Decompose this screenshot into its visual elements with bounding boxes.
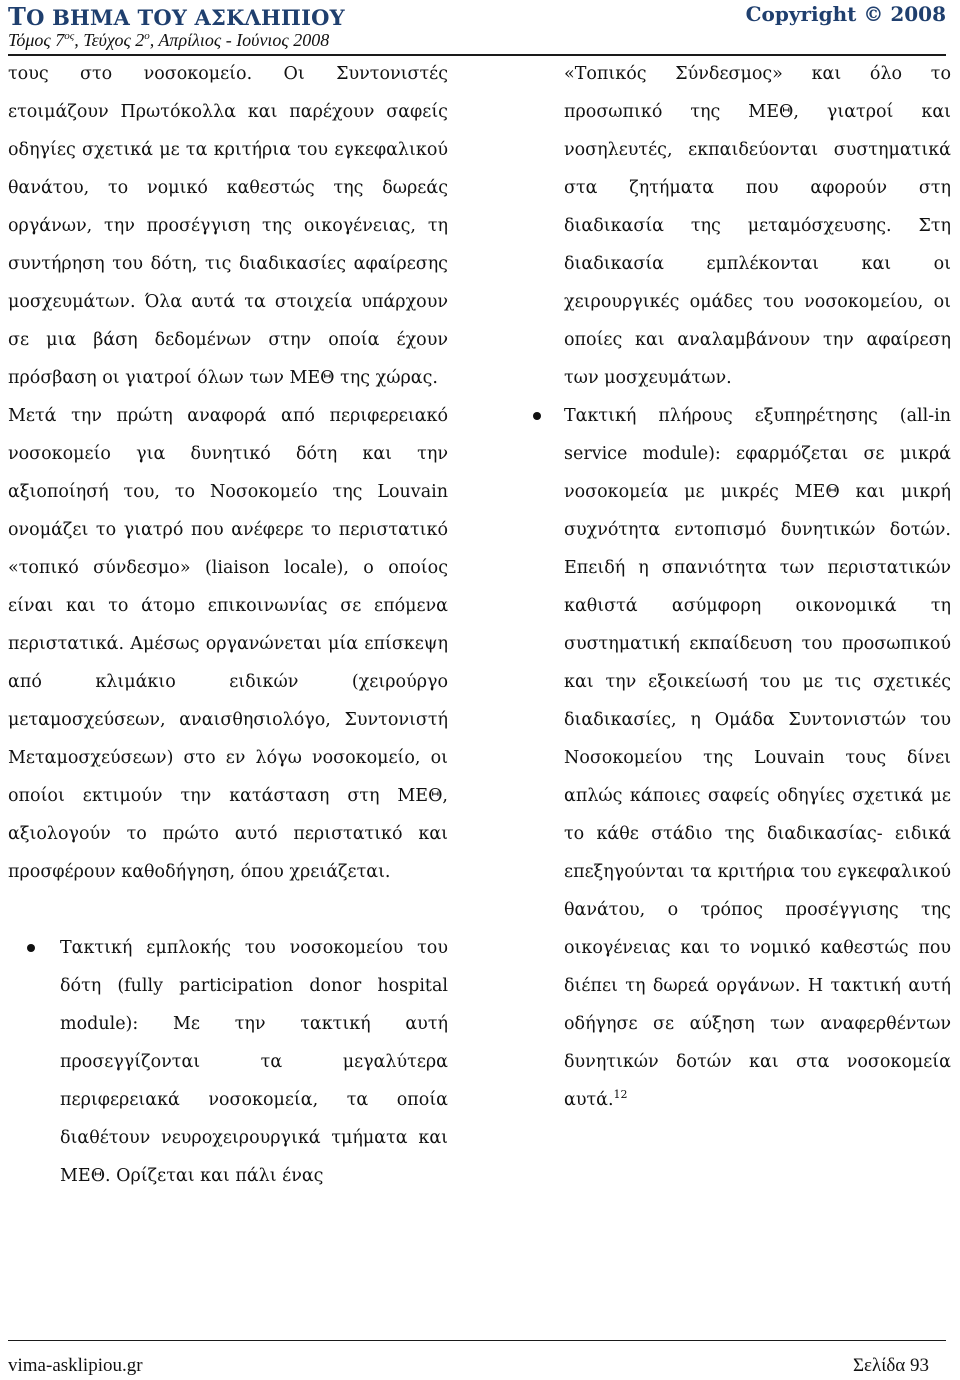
- footer-website[interactable]: vima-asklipiou.gr: [8, 1355, 143, 1376]
- list-item-all-in-service-module: [533, 397, 951, 1119]
- issue-volume-suffix: ος: [64, 30, 75, 42]
- journal-title: [8, 2, 345, 31]
- journal-title-initial: Τ: [8, 2, 27, 31]
- bullet-icon: [27, 944, 35, 952]
- paragraph-coordinators: τους στο νοσοκομείο. Οι Συντονιστές ετοιμάζουν Πρωτόκολλα και παρέχουν σαφείς οδηγίες σχετικά με τα κριτήρια του εγκεφαλικού θανάτου, το νομικό καθεστώς της δωρεάς οργάνων, την προσέγγιση της οικογένειας, τη συντήρηση του δότη, τις διαδικασίες αφαίρεσης μοσχευμάτων. Όλα αυτά τα στοιχεία υπάρχουν σε μια βάση δεδομένων στην οποία έχουν πρόσβαση οι γιατροί όλων των ΜΕΘ της χώρας.: [8, 64, 448, 388]
- copyright-notice: Copyright © 2008: [745, 2, 946, 26]
- page-number: Σελίδα 93: [852, 1355, 929, 1376]
- paragraph-liaison: Μετά την πρώτη αναφορά από περιφερειακό νοσοκομείο για δυνητικό δότη και την αξιοποίησή του, το Νοσοκομείο της Louvain ονομάζει το γιατρό που ανέφερε το περιστατικό «τοπικό σύνδεσμο» (liaison locale), ο οποίος είναι και το άτομο επικοινωνίας σε επόμενα περιστατικά. Αμέσως οργανώνεται μία επίσκεψη από κλιμάκιο ειδικών (χειρούργο μεταμοσχεύσεων, αναισθησιολόγο, Συντονιστή Μεταμοσχεύσεων) στο εν λόγω νοσοκομείο, οι οποίοι εκτιμούν την κατάσταση στη ΜΕΘ, αξιολογούν το πρώτο αυτό περιστατικό και προσφέρουν καθοδήγηση, όπου χρειάζεται.: [8, 406, 448, 882]
- paragraph-continuation: «Τοπικός Σύνδεσμος» και όλο το προσωπικό της ΜΕΘ, γιατροί και νοσηλευτές, εκπαιδεύονται συστηματικά στα ζητήματα που αφορούν στη διαδικασία της μεταμόσχευσης. Στη διαδικασία εμπλέκονται και οι χειρουργικές ομάδες του νοσοκομείου, οι οποίες και αναλαμβάνουν την αφαίρεση των μοσχευμάτων.: [564, 64, 951, 388]
- issue-volume: Τόμος 7: [8, 30, 65, 50]
- journal-issue: [8, 30, 329, 51]
- footnote-reference[interactable]: 12: [613, 1088, 628, 1101]
- issue-number-suffix: ο: [144, 30, 150, 42]
- spacer: [8, 891, 448, 929]
- issue-date: , Απρίλιος - Ιούνιος 2008: [149, 30, 330, 50]
- bullet-icon: [533, 412, 541, 420]
- list-item-text: Τακτική πλήρους εξυπηρέτησης (all-in service module): εφαρμόζεται σε μικρά νοσοκομεία με μικρές ΜΕΘ και μικρή συχνότητα εντοπισμό δυνητικών δοτών. Επειδή η σπανιότητα των περιστατικών καθιστά ασύμφορη οικονομικά τη συστηματική εκπαίδευση του προσωπικού και την εξοικείωσή του με τις σχετικές διαδικασίες, η Ομάδα Συντονιστών του Νοσοκομείου της Louvain τους δίνει απλώς κάποιες σαφείς οδηγίες σχετικά με το κάθε στάδιο της διαδικασίας- ειδικά επεξηγούνται τα κριτήρια του εγκεφαλικού θανάτου, ο τρόπος προσέγγισης της οικογένειας και το νομικό καθεστώς που διέπει τη δωρεά οργάνων. Η τακτική αυτή οδήγησε σε αύξηση των αναφερθέντων δυνητικών δοτών και στα νοσοκομεία αυτά.: [564, 406, 951, 1110]
- list-item-donor-hospital-module: [8, 929, 448, 1195]
- journal-title-rest: Ο ΒΗΜΑ ΤΟΥ ΑΣΚΛΗΠΙΟΥ: [26, 5, 345, 30]
- list-item-text: Τακτική εμπλοκής του νοσοκομείου του δότη (fully participation donor hospital module): Με την τακτική αυτή προσεγγίζονται τα μεγαλύτερα περιφερειακά νοσοκομεία, τα οποία διαθέτουν νευροχειρουργικά τμήματα και ΜΕΘ. Ορίζεται και πάλι ένας: [60, 938, 448, 1186]
- right-column: [533, 55, 951, 1119]
- page-header: [8, 0, 946, 62]
- footer-divider: [8, 1340, 946, 1341]
- issue-number: , Τεύχος 2: [74, 30, 145, 50]
- left-column: [8, 55, 448, 1195]
